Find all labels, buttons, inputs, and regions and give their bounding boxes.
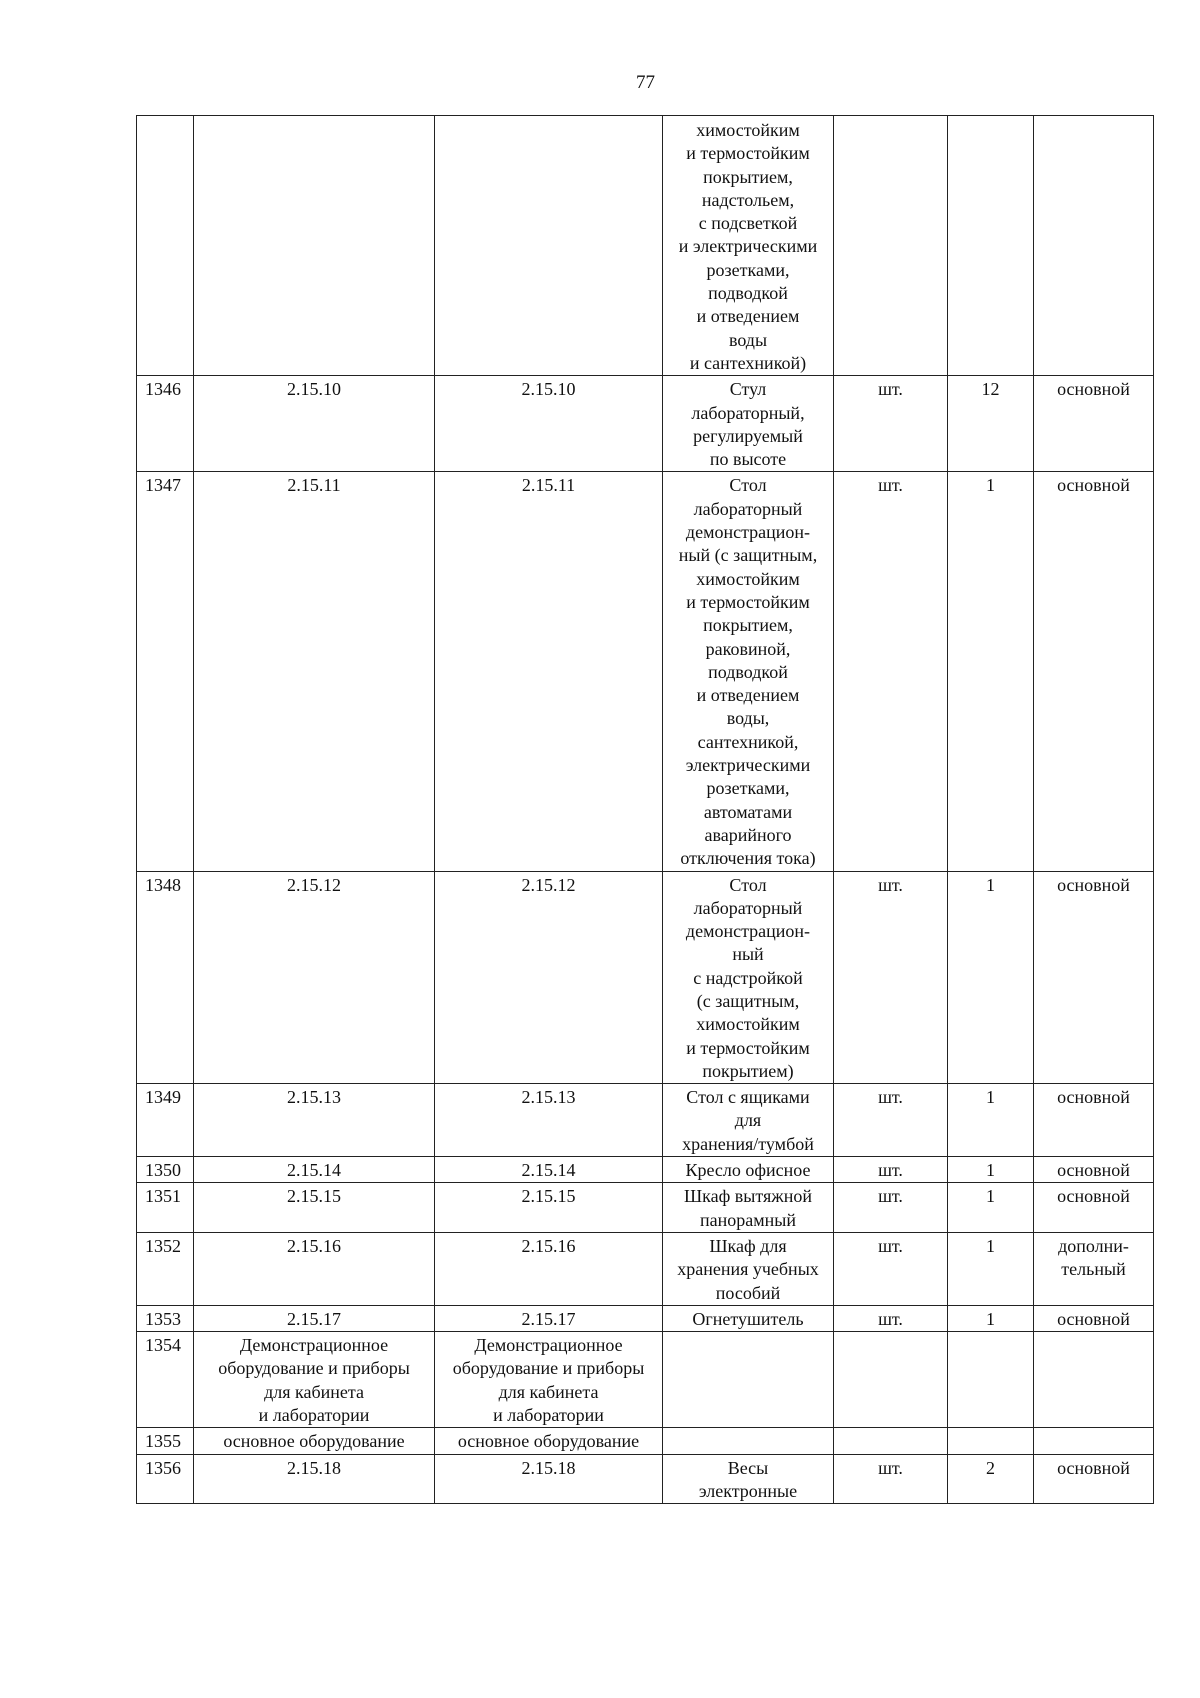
unit-cell: [834, 116, 948, 376]
type-cell: основной: [1034, 376, 1154, 472]
type-cell: основной: [1034, 1157, 1154, 1183]
quantity-cell: 1: [948, 1084, 1034, 1157]
item-name: Кресло офисное: [663, 1157, 834, 1183]
code-cell: 2.15.10: [194, 376, 435, 472]
table-row: [137, 1305, 1154, 1331]
unit-cell: шт.: [834, 1157, 948, 1183]
code-cell: 2.15.10: [435, 376, 663, 472]
section-heading-cell: Демонстрационное оборудование и приборы для кабинета и лаборатории: [435, 1332, 663, 1428]
item-name: Стол лабораторный демонстрацион- ный (с защитным, химостойким и термостойким покрытием, раковиной, подводкой и отведением воды, сантехникой, электрическими розетками, автоматами аварийного отключения тока): [663, 472, 834, 871]
code-cell: [194, 116, 435, 376]
equipment-table: [136, 115, 1154, 1504]
quantity-cell: 2: [948, 1454, 1034, 1504]
quantity-cell: 1: [948, 472, 1034, 871]
item-name: Огнетушитель: [663, 1305, 834, 1331]
item-name: Шкаф вытяжной панорамный: [663, 1183, 834, 1233]
row-number: 1352: [137, 1232, 194, 1305]
row-number: 1355: [137, 1428, 194, 1454]
code-cell: 2.15.18: [194, 1454, 435, 1504]
table-row: [137, 376, 1154, 472]
code-cell: 2.15.15: [435, 1183, 663, 1233]
table-row: [137, 871, 1154, 1084]
item-name: [663, 1332, 834, 1428]
quantity-cell: 1: [948, 871, 1034, 1084]
quantity-cell: 12: [948, 376, 1034, 472]
section-heading-cell: Демонстрационное оборудование и приборы для кабинета и лаборатории: [194, 1332, 435, 1428]
code-cell: 2.15.18: [435, 1454, 663, 1504]
code-cell: 2.15.15: [194, 1183, 435, 1233]
row-number: 1348: [137, 871, 194, 1084]
code-cell: [435, 116, 663, 376]
unit-cell: шт.: [834, 871, 948, 1084]
unit-cell: шт.: [834, 1232, 948, 1305]
page-number: 77: [636, 72, 655, 93]
item-name: химостойким и термостойким покрытием, надстольем, с подсветкой и электрическими розетками, подводкой и отведением воды и сантехникой): [663, 116, 834, 376]
quantity-cell: [948, 116, 1034, 376]
row-number: 1351: [137, 1183, 194, 1233]
type-cell: основной: [1034, 472, 1154, 871]
table-row: [137, 1183, 1154, 1233]
item-name: [663, 1428, 834, 1454]
item-name: Стул лабораторный, регулируемый по высоте: [663, 376, 834, 472]
code-cell: 2.15.12: [194, 871, 435, 1084]
table-row: [137, 1084, 1154, 1157]
table-row-section-heading: [137, 1332, 1154, 1428]
type-cell: основной: [1034, 871, 1154, 1084]
unit-cell: шт.: [834, 1084, 948, 1157]
row-number: 1349: [137, 1084, 194, 1157]
unit-cell: [834, 1332, 948, 1428]
subsection-heading-cell: основное оборудование: [435, 1428, 663, 1454]
type-cell: дополни- тельный: [1034, 1232, 1154, 1305]
quantity-cell: 1: [948, 1183, 1034, 1233]
code-cell: 2.15.17: [194, 1305, 435, 1331]
type-cell: основной: [1034, 1454, 1154, 1504]
code-cell: 2.15.17: [435, 1305, 663, 1331]
table-row: [137, 1232, 1154, 1305]
unit-cell: шт.: [834, 472, 948, 871]
row-number: 1346: [137, 376, 194, 472]
type-cell: [1034, 116, 1154, 376]
item-name: Весы электронные: [663, 1454, 834, 1504]
code-cell: 2.15.13: [194, 1084, 435, 1157]
row-number: 1350: [137, 1157, 194, 1183]
type-cell: основной: [1034, 1084, 1154, 1157]
code-cell: 2.15.16: [435, 1232, 663, 1305]
unit-cell: шт.: [834, 1183, 948, 1233]
quantity-cell: 1: [948, 1232, 1034, 1305]
type-cell: основной: [1034, 1183, 1154, 1233]
row-number: 1354: [137, 1332, 194, 1428]
item-name: Стол лабораторный демонстрацион- ный с надстройкой (с защитным, химостойким и термостойким покрытием): [663, 871, 834, 1084]
code-cell: 2.15.11: [194, 472, 435, 871]
row-number: [137, 116, 194, 376]
table-row: [137, 1454, 1154, 1504]
quantity-cell: 1: [948, 1305, 1034, 1331]
table-row-subsection-heading: [137, 1428, 1154, 1454]
unit-cell: шт.: [834, 376, 948, 472]
item-name: Шкаф для хранения учебных пособий: [663, 1232, 834, 1305]
code-cell: 2.15.16: [194, 1232, 435, 1305]
unit-cell: шт.: [834, 1454, 948, 1504]
quantity-cell: [948, 1428, 1034, 1454]
row-number: 1347: [137, 472, 194, 871]
table-row: [137, 1157, 1154, 1183]
code-cell: 2.15.12: [435, 871, 663, 1084]
subsection-heading-cell: основное оборудование: [194, 1428, 435, 1454]
code-cell: 2.15.14: [435, 1157, 663, 1183]
type-cell: основной: [1034, 1305, 1154, 1331]
unit-cell: [834, 1428, 948, 1454]
code-cell: 2.15.13: [435, 1084, 663, 1157]
code-cell: 2.15.11: [435, 472, 663, 871]
table-row: [137, 472, 1154, 871]
code-cell: 2.15.14: [194, 1157, 435, 1183]
row-number: 1356: [137, 1454, 194, 1504]
row-number: 1353: [137, 1305, 194, 1331]
quantity-cell: 1: [948, 1157, 1034, 1183]
quantity-cell: [948, 1332, 1034, 1428]
unit-cell: шт.: [834, 1305, 948, 1331]
table-row-continuation: [137, 116, 1154, 376]
item-name: Стол с ящиками для хранения/тумбой: [663, 1084, 834, 1157]
type-cell: [1034, 1332, 1154, 1428]
type-cell: [1034, 1428, 1154, 1454]
